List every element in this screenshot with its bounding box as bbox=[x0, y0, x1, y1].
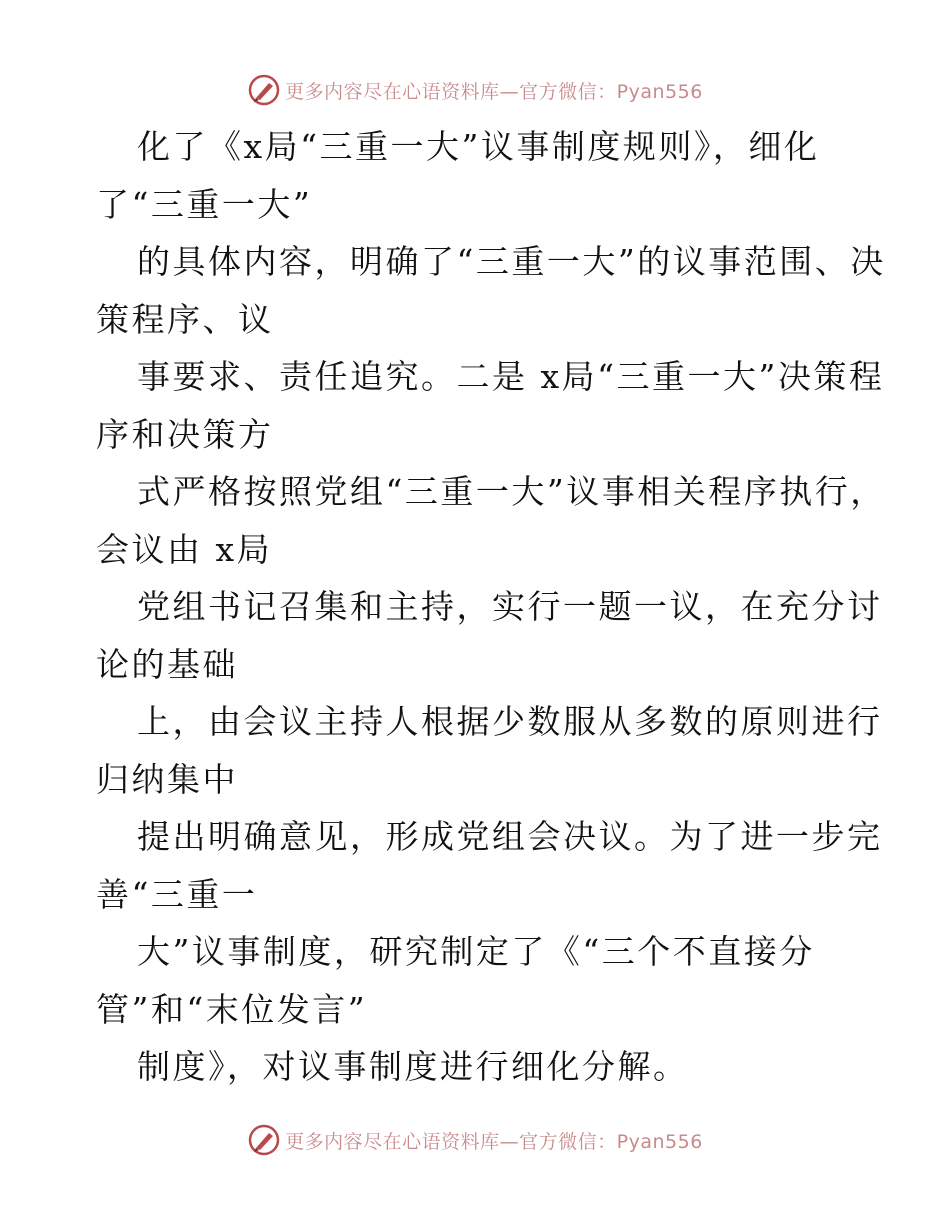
footer-banner bbox=[0, 1120, 950, 1160]
paragraph: 化了《x局“三重一大”议事制度规则》，细化了“三重一大” bbox=[96, 127, 820, 224]
paragraph: 制度》，对议事制度进行细化分解。 bbox=[137, 1047, 689, 1086]
header-banner-inner bbox=[247, 73, 703, 107]
footer-banner-inner bbox=[247, 1123, 703, 1157]
paragraph: 事要求、责任追究。二是 x局“三重一大”决策程序和决策方 bbox=[96, 357, 885, 454]
paragraph: 大”议事制度，研究制定了《“三个不直接分管”和“末位发言” bbox=[96, 932, 815, 1029]
paragraph: 党组书记召集和主持，实行一题一议，在充分讨论的基础 bbox=[96, 587, 883, 684]
pen-logo-icon bbox=[247, 73, 281, 107]
footer-banner-text: 更多内容尽在心语资料库—官方微信：Pyan556 bbox=[285, 1130, 703, 1153]
header-banner bbox=[0, 70, 950, 110]
pen-logo-icon bbox=[247, 1123, 281, 1157]
document-body bbox=[96, 118, 896, 1096]
paragraph: 上，由会议主持人根据少数服从多数的原则进行归纳集中 bbox=[96, 702, 883, 799]
header-banner-text: 更多内容尽在心语资料库—官方微信：Pyan556 bbox=[285, 80, 703, 103]
paragraph: 的具体内容，明确了“三重一大”的议事范围、决策程序、议 bbox=[96, 242, 886, 339]
paragraph: 提出明确意见，形成党组会决议。为了进一步完善“三重一 bbox=[96, 817, 883, 914]
paragraph: 式严格按照党组“三重一大”议事相关程序执行，会议由 x局 bbox=[96, 472, 886, 569]
